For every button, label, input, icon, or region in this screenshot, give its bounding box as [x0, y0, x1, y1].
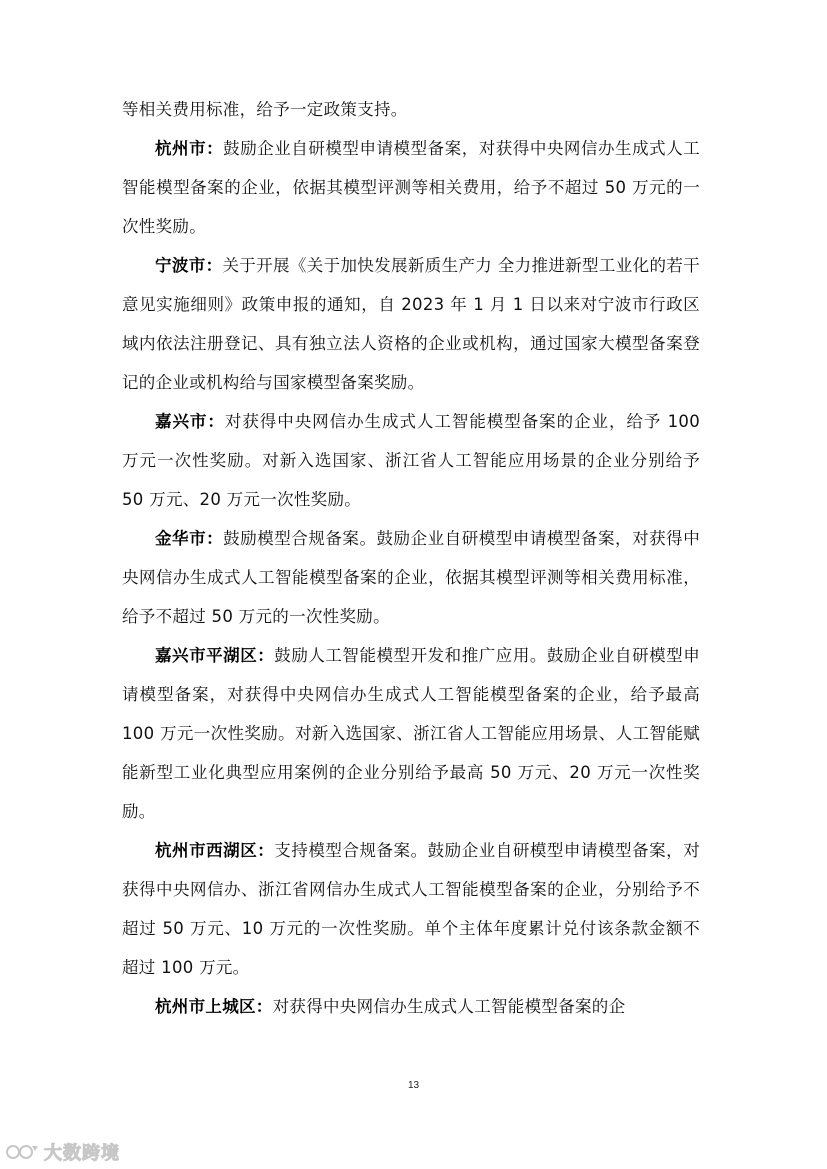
- paragraph-text: 鼓励人工智能模型开发和推广应用。鼓励企业自研模型申请模型备案，对获得中央网信办生成式人工智能模型备案的企业，给予最高 100 万元一次性奖励。对新入选国家、浙江省人工智能应用场景、人工智能赋能新型工业化典型应用案例的企业分别给予最高 50 万元、20 万元一次性奖励。: [122, 646, 701, 821]
- paragraph-label: 嘉兴市平湖区：: [155, 646, 275, 665]
- paragraph-text: 对获得中央网信办生成式人工智能模型备案的企业，给予 100 万元一次性奖励。对新入选国家、浙江省人工智能应用场景的企业分别给予 50 万元、20 万元一次性奖励。: [122, 412, 700, 509]
- paragraph-xihu: [122, 831, 700, 987]
- paragraph-continuation: 等相关费用标准，给予一定政策支持。: [122, 100, 408, 119]
- paragraph-hangzhou: [122, 129, 700, 246]
- paragraph-text: 关于开展《关于加快发展新质生产力 全力推进新型工业化的若干意见实施细则》政策申报的通知，自 2023 年 1 月 1 日以来对宁波市行政区域内依法注册登记、具有独立法人资格的企业或机构，通过国家大模型备案登记的企业或机构给与国家模型备案奖励。: [122, 256, 700, 392]
- paragraph-label: 杭州市上城区：: [155, 997, 273, 1016]
- paragraph-shangcheng: [122, 987, 700, 1026]
- paragraph-label: 嘉兴市：: [155, 412, 225, 431]
- watermark-logo-icon: [4, 1142, 40, 1162]
- paragraph-label: 杭州市西湖区：: [155, 841, 275, 860]
- paragraph-label: 金华市：: [155, 529, 224, 548]
- paragraph-text: 鼓励企业自研模型申请模型备案，对获得中央网信办生成式人工智能模型备案的企业，依据其模型评测等相关费用，给予不超过 50 万元的一次性奖励。: [122, 139, 700, 236]
- paragraph-label: 宁波市：: [155, 256, 223, 275]
- paragraph-text: 支持模型合规备案。鼓励企业自研模型申请模型备案，对获得中央网信办、浙江省网信办生成式人工智能模型备案的企业，分别给予不超过 50 万元、10 万元的一次性奖励。单个主体年度累计兑付该条款金额不超过 100 万元。: [122, 841, 701, 977]
- page-number: 13: [407, 1080, 420, 1091]
- paragraph-text: 鼓励模型合规备案。鼓励企业自研模型申请模型备案，对获得中央网信办生成式人工智能模型备案的企业，依据其模型评测等相关费用标准，给予不超过 50 万元的一次性奖励。: [122, 529, 700, 626]
- watermark-text: 大数跨境: [44, 1143, 120, 1164]
- watermark: [4, 1140, 120, 1164]
- paragraph-ningbo: [122, 246, 700, 402]
- paragraph-jiaxing: [122, 402, 700, 519]
- paragraph-pinghu: [122, 636, 700, 831]
- paragraph-jinhua: [122, 519, 700, 636]
- paragraph-text: 对获得中央网信办生成式人工智能模型备案的企: [272, 997, 626, 1016]
- document-body: [122, 90, 700, 1026]
- paragraph-label: 杭州市：: [155, 139, 224, 158]
